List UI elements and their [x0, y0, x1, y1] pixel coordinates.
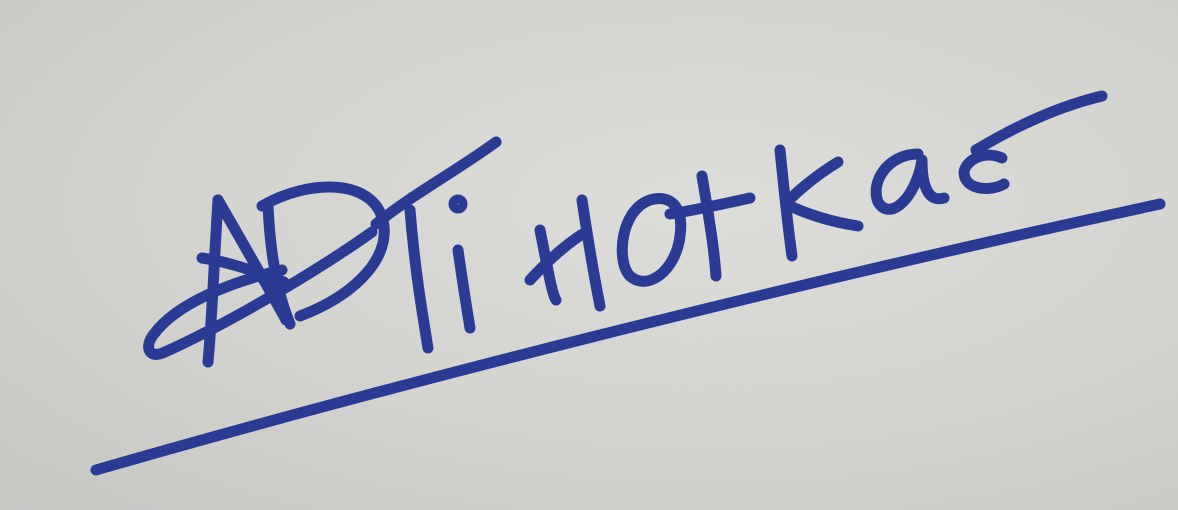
- signature-letter-a: [208, 200, 218, 362]
- signature-letter-t-bar: [376, 142, 496, 224]
- signature-letter-d: [268, 206, 290, 324]
- signature-letter-t2: [702, 176, 716, 276]
- signature-letter-r2: [964, 155, 1004, 188]
- signature-letter-i-dot: [453, 199, 463, 209]
- signature-letter-l: [582, 200, 600, 306]
- signature-letter-r2-tail: [976, 96, 1102, 150]
- signature-letter-k-arms: [786, 162, 858, 226]
- signature-letter-i: [458, 250, 470, 328]
- signature-letter-t: [410, 210, 428, 348]
- signature-letter-a2: [876, 154, 944, 209]
